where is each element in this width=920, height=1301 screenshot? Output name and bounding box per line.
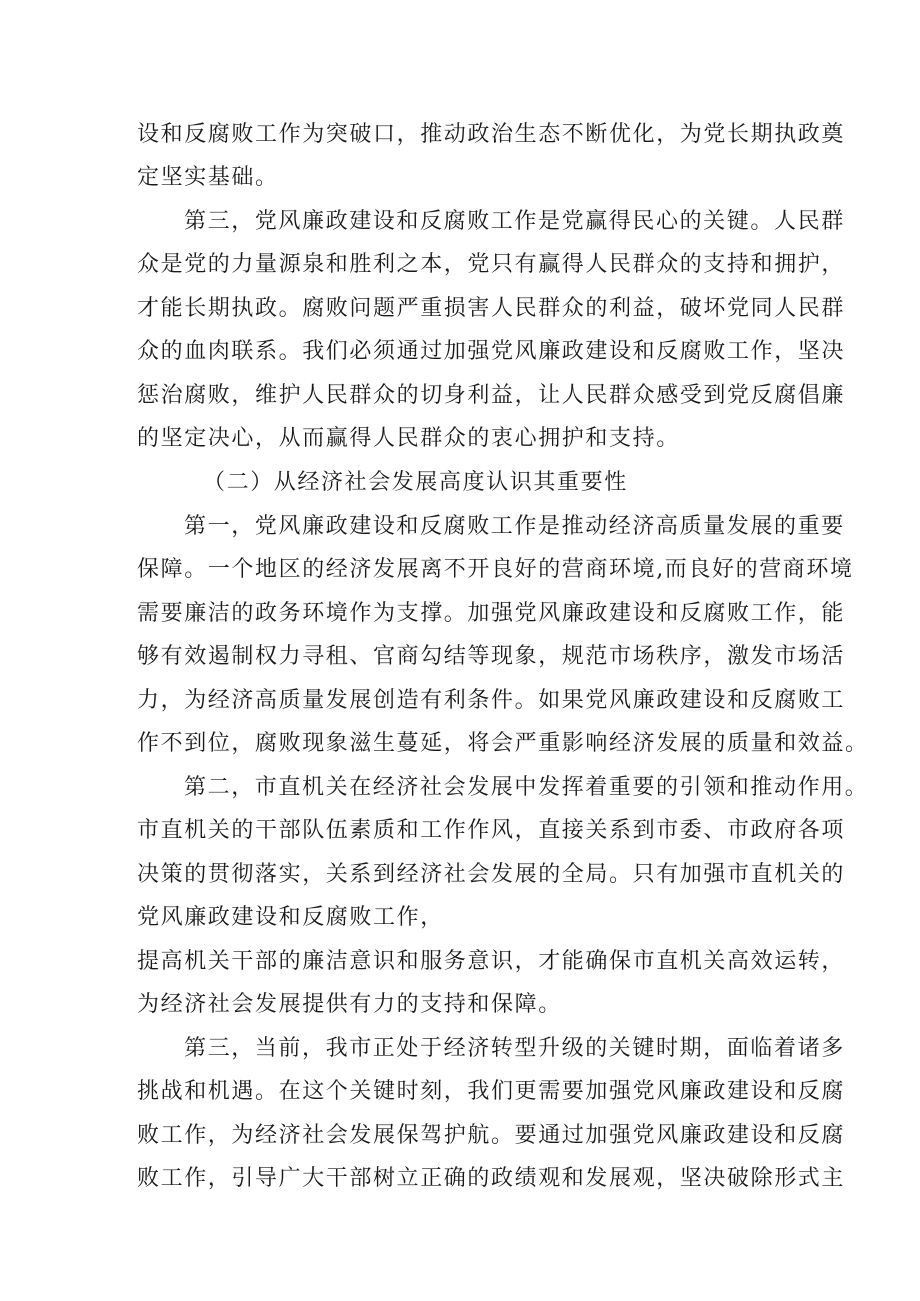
text-line: 作不到位，腐败现象滋生蔓延，将会严重影响经济发展的质量和效益。 [137,731,869,756]
text-line: 众的血肉联系。我们必须通过加强党风廉政建设和反腐败工作，坚决 [137,339,846,364]
text-line: 提高机关干部的廉洁意识和服务意识，才能确保市直机关高效运转， [137,949,846,974]
text-line: 保障。一个地区的经济发展离不开良好的营商环境,而良好的营商环境 [137,557,854,582]
text-line: 需要廉洁的政务环境作为支撑。加强党风廉政建设和反腐败工作，能 [137,601,846,626]
paragraph-first-line: 第一，党风廉政建设和反腐败工作是推动经济高质量发展的重要 [184,514,845,539]
text-line: 够有效遏制权力寻租、官商勾结等现象，规范市场秩序，激发市场活 [137,644,846,669]
text-line: 才能长期执政。腐败问题严重损害人民群众的利益，破坏党同人民群 [137,296,846,321]
text-line: 市直机关的干部队伍素质和工作作风，直接关系到市委、市政府各项 [137,818,846,843]
paragraph-first-line: 第三，当前，我市正处于经济转型升级的关键时期，面临着诸多 [184,1036,845,1061]
text-line: 败工作，引导广大干部树立正确的政绩观和发展观，坚决破除形式主 [137,1166,846,1191]
text-line: 力，为经济高质量发展创造有利条件。如果党风廉政建设和反腐败工 [137,688,846,713]
text-line: 决策的贯彻落实，关系到经济社会发展的全局。只有加强市直机关的 [137,862,846,887]
paragraph-first-line: 第二，市直机关在经济社会发展中发挥着重要的引领和推动作用。 [184,775,869,800]
text-line: 败工作，为经济社会发展保驾护航。要通过加强党风廉政建设和反腐 [137,1123,846,1148]
text-line: 定坚实基础。 [137,165,279,190]
section-heading: （二）从经济社会发展高度认识其重要性 [203,470,628,495]
text-line: 党风廉政建设和反腐败工作， [137,905,444,930]
text-line: 挑战和机遇。在这个关键时刻，我们更需要加强党风廉政建设和反腐 [137,1079,846,1104]
paragraph-first-line: 第三，党风廉政建设和反腐败工作是党赢得民心的关键。人民群 [184,209,845,234]
text-line: 的坚定决心，从而赢得人民群众的衷心拥护和支持。 [137,426,680,451]
text-line: 惩治腐败，维护人民群众的切身利益，让人民群众感受到党反腐倡廉 [137,383,846,408]
text-line: 设和反腐败工作为突破口，推动政治生态不断优化，为党长期执政奠 [137,122,846,147]
text-line: 众是党的力量源泉和胜利之本，党只有赢得人民群众的支持和拥护， [137,252,846,277]
text-line: 为经济社会发展提供有力的支持和保障。 [137,992,562,1017]
